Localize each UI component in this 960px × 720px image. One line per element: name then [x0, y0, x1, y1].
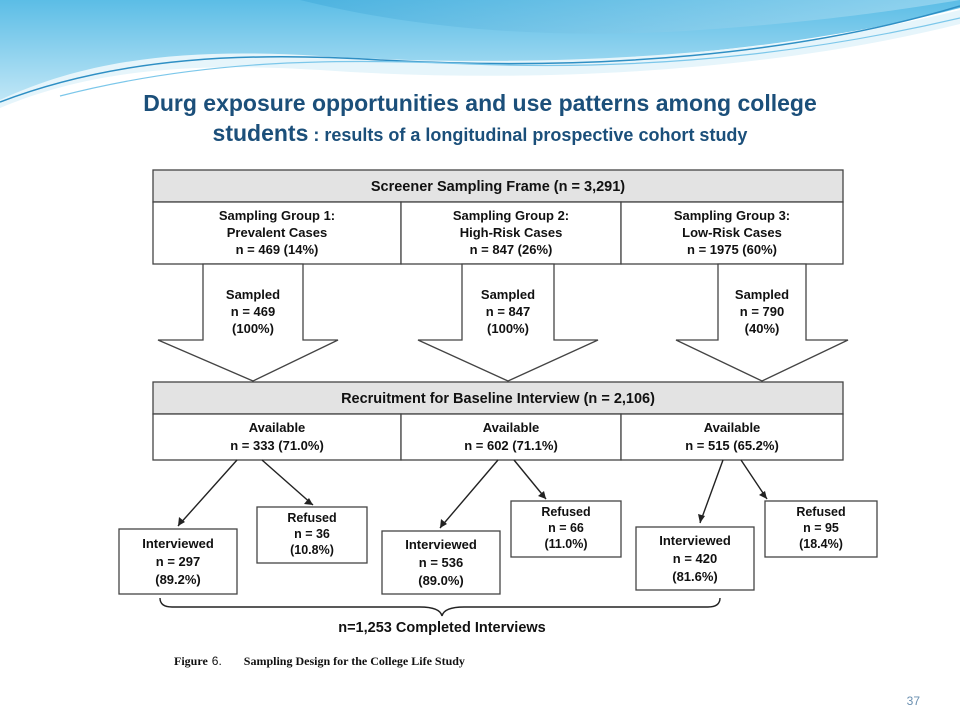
interviewed-1-label: Interviewed n = 297 (89.2%) — [142, 536, 214, 587]
recruitment-header: Recruitment for Baseline Interview (n = 2,106) — [341, 391, 655, 407]
interviewed-2-label: Interviewed n = 536 (89.0%) — [405, 537, 477, 588]
completed-brace — [160, 598, 720, 616]
slide-title-line1: Durg exposure opportunities and use patterns among college — [143, 90, 817, 116]
available-3-label: Available n = 515 (65.2%) — [685, 420, 779, 453]
completed-interviews: n=1,253 Completed Interviews — [338, 620, 546, 636]
sampled-3-label: Sampled n = 790 (40%) — [734, 287, 790, 336]
sampled-1-label: Sampled n = 469 (100%) — [225, 287, 281, 336]
sampling-group-3-label: Sampling Group 3: Low-Risk Cases n = 1975 (60%) — [673, 208, 791, 257]
figure-caption — [174, 654, 465, 669]
refused-2-label: Refused n = 66 (11.0%) — [541, 505, 591, 551]
figure-caption-text: Sampling Design for the College Life Study — [243, 654, 465, 668]
refused-1-label: Refused n = 36 (10.8%) — [287, 511, 337, 557]
interviewed-3-label: Interviewed n = 420 (81.6%) — [659, 533, 731, 584]
sampled-2-label: Sampled n = 847 (100%) — [480, 287, 536, 336]
refused-3-label: Refused n = 95 (18.4%) — [796, 505, 846, 551]
available-1-label: Available n = 333 (71.0%) — [230, 420, 324, 453]
figure-label: Figure — [174, 654, 208, 668]
slide-title-line2-part1: students — [212, 120, 309, 146]
available-2-label: Available n = 602 (71.1%) — [464, 420, 558, 453]
figure-number: 6. — [211, 654, 222, 668]
sampling-group-1-label: Sampling Group 1: Prevalent Cases n = 469 (14%) — [218, 208, 336, 257]
slide-title-line2-part2: : results of a longitudinal prospective cohort study — [308, 125, 748, 145]
sampling-group-2-label: Sampling Group 2: High-Risk Cases n = 847 (26%) — [452, 208, 570, 257]
page-number: 37 — [906, 694, 920, 708]
screener-frame-header: Screener Sampling Frame (n = 3,291) — [370, 179, 626, 195]
